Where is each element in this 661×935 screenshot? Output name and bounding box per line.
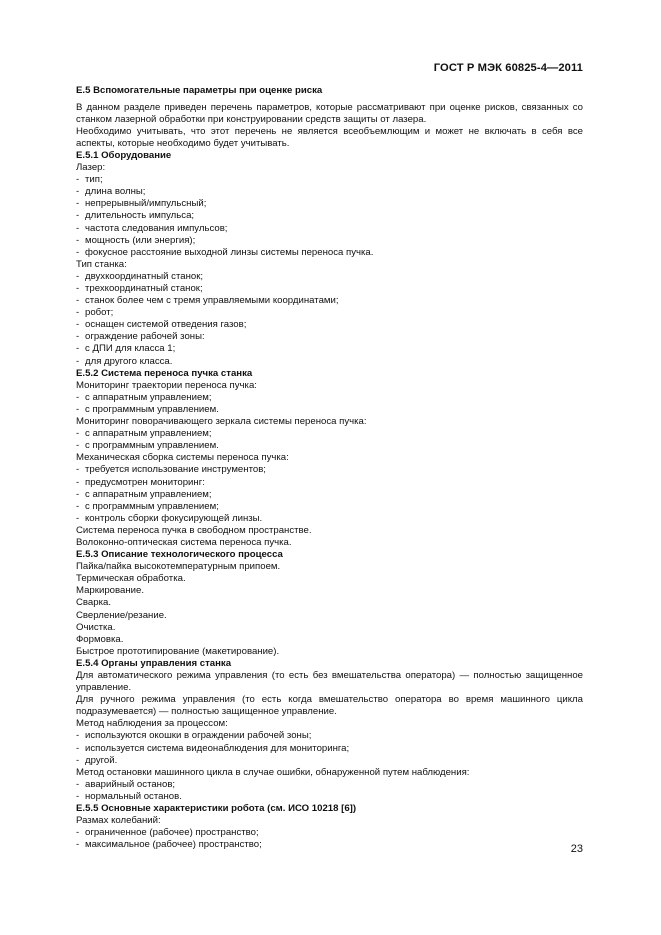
assembly-list [56,464,583,524]
trajectory-label: Мониторинг траектории переноса пучка: [76,379,257,391]
list-dash: - [76,742,80,754]
list-item-text: робот; [85,307,114,319]
list-item [56,319,583,331]
list-dash: - [76,319,80,331]
list-dash: - [76,331,80,343]
list-item [56,730,583,742]
list-item-text: максимальное (рабочее) пространство; [85,839,262,851]
list-dash: - [76,839,80,851]
list-item-text: оснащен системой отведения газов; [85,319,247,331]
list-dash: - [76,234,80,246]
list-item [56,489,583,501]
list-item [56,743,583,755]
stop-list [56,779,583,803]
section-e5-title: Е.5 Вспомогательные параметры при оценке риска [76,84,323,96]
list-dash: - [76,476,80,488]
list-item [56,198,583,210]
process-item: Сверление/резание. [76,609,167,621]
machine-type-label: Тип станка: [76,258,127,270]
list-item [56,223,583,235]
list-dash: - [76,210,80,222]
list-dash: - [76,500,80,512]
mirror-label: Мониторинг поворачивающего зеркала системы переноса пучка: [76,416,367,428]
list-dash: - [76,790,80,802]
list-item-text: требуется использование инструментов; [85,464,266,476]
section-e51-title: Е.5.1 Оборудование [76,149,172,161]
list-item-text: другой. [85,754,118,766]
list-dash: - [76,174,80,186]
machine-list [56,271,583,368]
list-item-text: предусмотрен мониторинг: [85,476,205,488]
list-item-text: контроль сборки фокусирующей линзы. [85,512,263,524]
observe-label: Метод наблюдения за процессом: [76,718,228,730]
process-item: Термическая обработка. [76,573,186,585]
list-dash: - [76,283,80,294]
list-item-text: непрерывный/импульсный; [85,198,207,210]
list-item [56,392,583,404]
list-dash: - [76,730,80,742]
intro-paragraph-1: В данном разделе приведен перечень параметров, которые рассматривают при оценке рисков, связанных со станком лазерной обработки при конструировании средств защиты от лазера. [76,101,583,125]
list-dash: - [76,186,80,198]
manual-mode-text: Для ручного режима управления (то есть когда вмешательство оператора во время машинного цикла подразумевается) — полностью защищенное управление. [76,694,583,718]
observe-list [56,730,583,766]
list-item-text: аварийный останов; [85,778,176,790]
list-item-text: с аппаратным управлением; [85,391,212,403]
list-item [56,235,583,247]
list-dash: - [76,488,80,500]
list-dash: - [76,464,80,476]
list-item-text: длина волны; [85,186,146,198]
list-dash: - [76,754,80,766]
process-item: Пайка/пайка высокотемпературным припоем. [76,561,281,573]
list-item [56,247,583,259]
document-body [56,85,583,852]
list-dash: - [76,428,80,440]
assembly-label: Механическая сборка системы переноса пучка: [76,452,289,464]
fiber-optic-text: Волоконно-оптическая система переноса пучка. [76,536,292,548]
list-item-text: с программным управлением. [85,440,219,452]
list-item-text: используются окошки в ограждении рабочей зоны; [85,730,312,742]
range-list [56,827,583,851]
mirror-list [56,428,583,452]
list-dash: - [76,222,80,234]
list-dash: - [76,270,80,282]
list-dash: - [76,440,80,452]
list-dash: - [76,355,80,367]
list-item [56,343,583,355]
list-dash: - [76,295,80,307]
list-item [56,477,583,489]
range-label: Размах колебаний: [76,815,161,827]
list-item [56,513,583,525]
list-item-text: с программным управлением. [85,403,219,415]
intro-paragraph-2: Необходимо учитывать, что этот перечень не является всеобъемлющим и может не включать в себя все аспекты, которые необходимо будет учитывать. [76,125,583,149]
list-dash: - [76,403,80,415]
list-item-text: ограждение рабочей зоны: [85,331,205,343]
list-item [56,755,583,767]
list-item [56,428,583,440]
list-item [56,186,583,198]
list-item [56,271,583,283]
list-item-text: с ДПИ для класса 1; [85,343,176,355]
list-item [56,440,583,452]
free-space-text: Система переноса пучка в свободном пространстве. [76,524,312,536]
list-dash: - [76,307,80,319]
list-item-text: станок более чем с тремя управляемыми координатами; [85,295,339,307]
list-item [56,295,583,307]
list-item-text: ограниченное (рабочее) пространство; [85,827,259,839]
list-item [56,839,583,851]
laser-label: Лазер: [76,162,106,174]
list-item [56,791,583,803]
list-item-text: фокусное расстояние выходной линзы системы переноса пучка. [85,246,374,258]
list-item-text: используется система видеонаблюдения для мониторинга; [85,742,350,754]
list-item-text: двухкоординатный станок; [85,270,204,282]
section-e53-title: Е.5.3 Описание технологического процесса [76,549,283,561]
section-e55-title: Е.5.5 Основные характеристики робота (см. ИСО 10218 [6]) [76,803,357,815]
list-item-text: с аппаратным управлением; [85,428,212,440]
document-header: ГОСТ Р МЭК 60825-4—2011 [433,62,583,74]
process-item: Очистка. [76,621,116,633]
process-list [56,561,583,658]
list-item-text: с программным управлением; [85,500,219,512]
list-dash: - [76,512,80,524]
list-item [56,464,583,476]
list-item [56,210,583,222]
list-item [56,174,583,186]
list-dash: - [76,246,80,258]
list-item [56,356,583,368]
list-item-text: трехкоординатный станок; [85,283,203,294]
list-item [56,283,583,295]
auto-mode-text: Для автоматического режима управления (то есть без вмешательства оператора) — полностью защищенное управление. [76,670,583,694]
list-dash: - [76,198,80,210]
list-dash: - [76,827,80,839]
list-item [56,779,583,791]
section-e54-title: Е.5.4 Органы управления станка [76,657,232,669]
process-item: Сварка. [76,597,111,609]
list-item [56,501,583,513]
list-item-text: тип; [85,174,103,186]
list-item-text: мощность (или энергия); [85,234,196,246]
list-item-text: с аппаратным управлением; [85,488,212,500]
list-dash: - [76,343,80,355]
stop-label: Метод остановки машинного цикла в случае ошибки, обнаруженной путем наблюдения: [76,766,470,778]
list-item-text: длительность импульса; [85,210,195,222]
list-item-text: нормальный останов. [85,790,182,802]
list-item-text: частота следования импульсов; [85,222,228,234]
section-e52-title: Е.5.2 Система переноса пучка станка [76,367,253,379]
list-item [56,307,583,319]
laser-list [56,174,583,259]
list-item-text: для другого класса. [85,355,173,367]
page-number: 23 [570,843,583,855]
process-item: Формовка. [76,633,124,645]
list-item [56,331,583,343]
process-item: Маркирование. [76,585,144,597]
process-item: Быстрое прототипирование (макетирование). [76,645,280,657]
trajectory-list [56,392,583,416]
list-dash: - [76,391,80,403]
list-dash: - [76,778,80,790]
list-item [56,404,583,416]
list-item [56,827,583,839]
